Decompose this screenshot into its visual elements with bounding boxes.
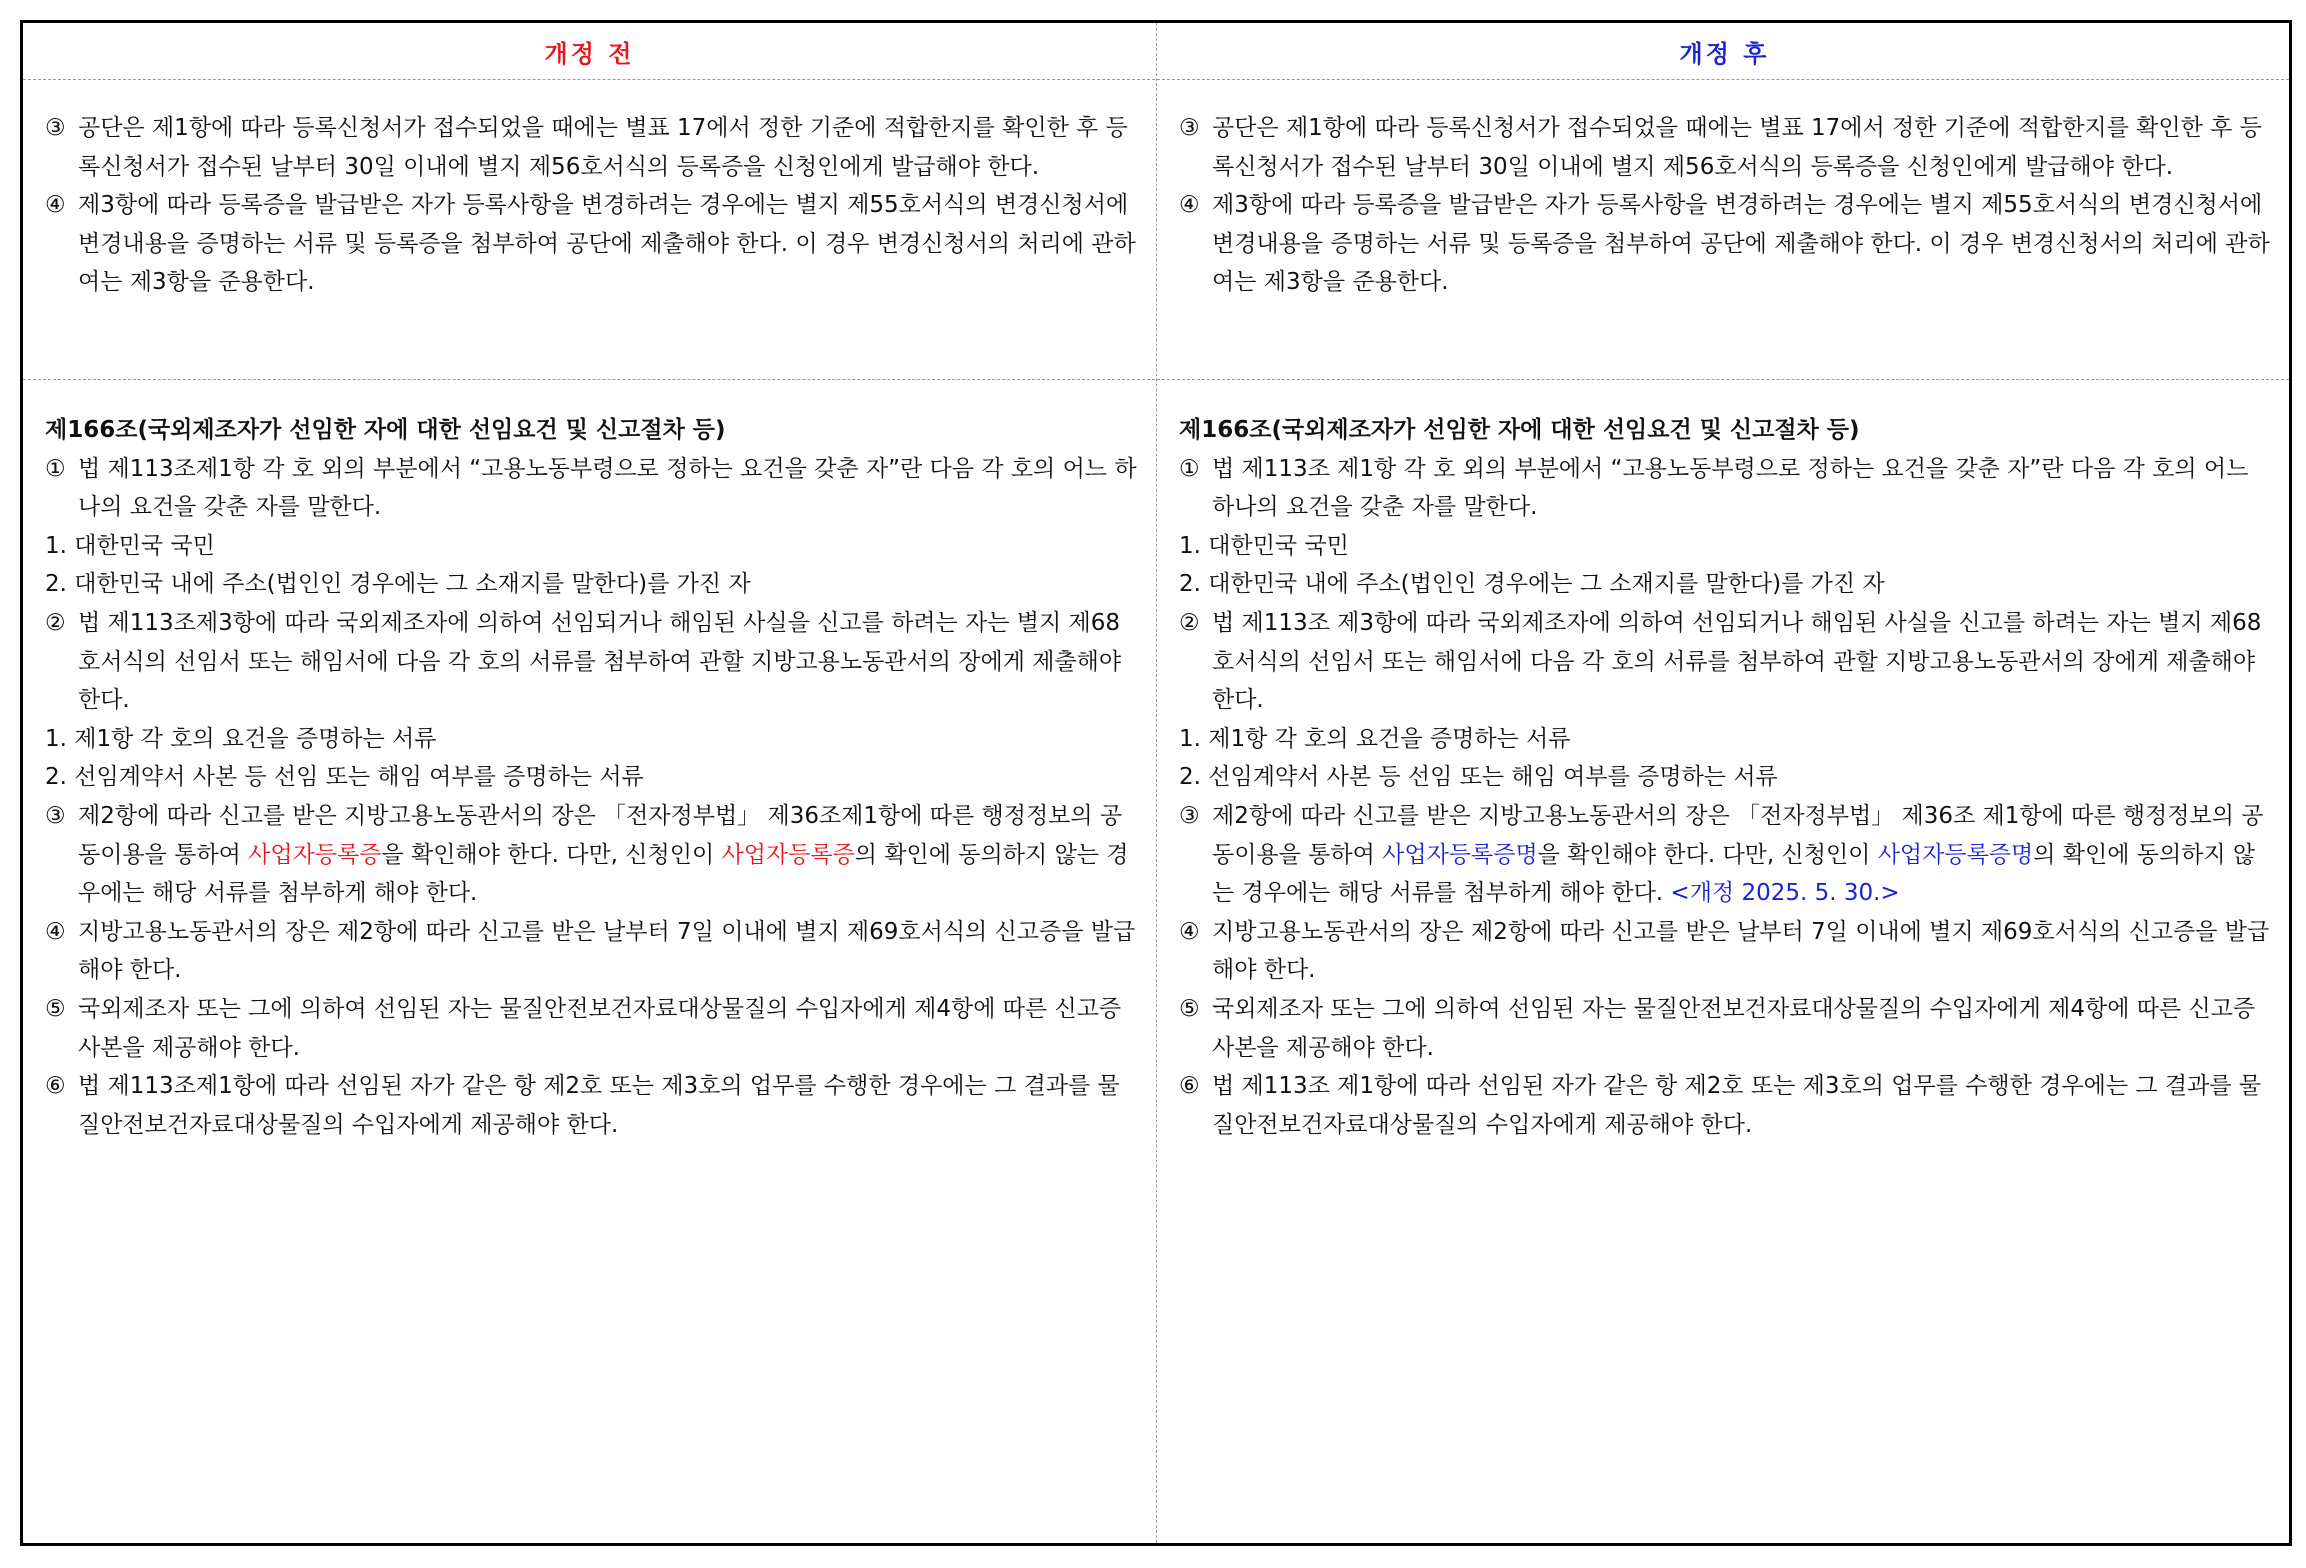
paragraph-5 — [1179, 990, 2274, 1067]
amendment-note: <개정 2025. 5. 30.> — [1670, 880, 1900, 907]
list-item: 1. 대한민국 국민 — [1179, 532, 1349, 559]
paragraph-number: ⑤ — [45, 995, 66, 1022]
paragraph-number: ③ — [45, 115, 66, 141]
before-top-cell — [23, 109, 1156, 302]
list-item: 1. 대한민국 국민 — [45, 532, 215, 559]
paragraph-6 — [1179, 1067, 2274, 1144]
list-item: 2. 대한민국 내에 주소(법인인 경우에는 그 소재지를 말한다)를 가진 자 — [45, 571, 751, 598]
paragraph-number: ③ — [1179, 115, 1200, 141]
paragraph-4 — [1179, 186, 2274, 302]
list-item: 2. 선임계약서 사본 등 선임 또는 해임 여부를 증명하는 서류 — [45, 764, 644, 791]
paragraph-text: 법 제113조 제3항에 따라 국외제조자에 의하여 선임되거나 해임된 사실을 신고를 하려는 자는 별지 제68호서식의 선임서 또는 해임서에 다음 각 호의 서류를 첨부하여 관할 지방고용노동관서의 장에게 제출해야 한다. — [1212, 609, 2262, 714]
paragraph-text: 지방고용노동관서의 장은 제2항에 따라 신고를 받은 날부터 7일 이내에 별지 제69호서식의 신고증을 발급해야 한다. — [1212, 918, 2270, 984]
paragraph-text: 법 제113조제1항에 따라 선임된 자가 같은 항 제2호 또는 제3호의 업무를 수행한 경우에는 그 결과를 물질안전보건자료대상물질의 수입자에게 제공해야 한다. — [78, 1073, 1120, 1138]
paragraph-2 — [45, 604, 1138, 720]
paragraph-number: ② — [45, 609, 66, 636]
paragraph-number: ② — [1179, 609, 1200, 636]
column-header-before: 개정 전 — [544, 39, 635, 68]
added-term: 사업자등록증명 — [1877, 841, 2034, 868]
paragraph-3 — [45, 797, 1138, 913]
paragraph-text: 법 제113조 제1항 각 호 외의 부분에서 “고용노동부령으로 정하는 요건을 갖춘 자”란 다음 각 호의 어느 하나의 요건을 갖춘 자를 말한다. — [1212, 455, 2249, 521]
article-title: 제166조(국외제조자가 선임한 자에 대한 선임요건 및 신고절차 등) — [45, 417, 726, 443]
paragraph-4 — [45, 186, 1138, 302]
paragraph-4 — [45, 913, 1138, 990]
paragraph-text: 국외제조자 또는 그에 의하여 선임된 자는 물질안전보건자료대상물질의 수입자에게 제4항에 따른 신고증 사본을 제공해야 한다. — [1212, 995, 2256, 1061]
paragraph-1 — [1179, 450, 2274, 527]
list-item: 2. 대한민국 내에 주소(법인인 경우에는 그 소재지를 말한다)를 가진 자 — [1179, 571, 1885, 598]
paragraph-number: ④ — [45, 918, 66, 945]
after-article-cell — [1157, 411, 2292, 1144]
added-term: 사업자등록증명 — [1382, 841, 1538, 868]
row-divider — [23, 379, 2289, 380]
paragraph-2 — [1179, 604, 2274, 720]
list-item: 1. 제1항 각 호의 요건을 증명하는 서류 — [45, 725, 437, 752]
paragraph-number: ⑥ — [45, 1073, 66, 1100]
paragraph-number: ④ — [1179, 918, 1200, 945]
paragraph-text: 지방고용노동관서의 장은 제2항에 따라 신고를 받은 날부터 7일 이내에 별지 제69호서식의 신고증을 발급해야 한다. — [78, 918, 1136, 984]
paragraph-text: 을 확인해야 한다. 다만, 신청인이 — [381, 841, 722, 868]
header-divider — [23, 79, 2289, 80]
paragraph-5 — [45, 990, 1138, 1067]
paragraph-number: ① — [45, 455, 66, 482]
paragraph-number: ⑤ — [1179, 995, 1200, 1022]
paragraph-3 — [1179, 109, 2274, 186]
paragraph-text: 법 제113조 제1항에 따라 선임된 자가 같은 항 제2호 또는 제3호의 업무를 수행한 경우에는 그 결과를 물질안전보건자료대상물질의 수입자에게 제공해야 한다. — [1212, 1073, 2262, 1138]
paragraph-text: 법 제113조제3항에 따라 국외제조자에 의하여 선임되거나 해임된 사실을 신고를 하려는 자는 별지 제68호서식의 선임서 또는 해임서에 다음 각 호의 서류를 첨부하여 관할 지방고용노동관서의 장에게 제출해야 한다. — [78, 609, 1122, 714]
paragraph-1 — [45, 450, 1138, 527]
article-title: 제166조(국외제조자가 선임한 자에 대한 선임요건 및 신고절차 등) — [1179, 417, 1860, 443]
paragraph-number: ③ — [45, 802, 66, 829]
paragraph-text: 국외제조자 또는 그에 의하여 선임된 자는 물질안전보건자료대상물질의 수입자에게 제4항에 따른 신고증 사본을 제공해야 한다. — [78, 995, 1122, 1061]
paragraph-number: ⑥ — [1179, 1073, 1200, 1100]
paragraph-text: 제2항에 따라 신고를 받은 지방고용노동관서의 장은 「전자정부법」 제36조 제1항에 따른 행정정보의 공동이용을 통하여 — [1212, 802, 2264, 868]
paragraph-text: 제3항에 따라 등록증을 발급받은 자가 등록사항을 변경하려는 경우에는 별지 제55호서식의 변경신청서에 변경내용을 증명하는 서류 및 등록증을 첨부하여 공단에 제출해야 한다. 이 경우 변경신청서의 처리에 관하여는 제3항을 준용한다. — [1212, 192, 2270, 296]
removed-term: 사업자등록증 — [721, 841, 855, 868]
paragraph-6 — [45, 1067, 1138, 1144]
paragraph-number: ④ — [45, 192, 66, 219]
paragraph-text: 의 확인에 동의하지 않는 경우에는 해당 서류를 첨부하게 해야 한다. — [78, 841, 1129, 907]
paragraph-number: ③ — [1179, 802, 1200, 829]
paragraph-text: 공단은 제1항에 따라 등록신청서가 접수되었을 때에는 별표 17에서 정한 기준에 적합한지를 확인한 후 등록신청서가 접수된 날부터 30일 이내에 별지 제56호서식의 등록증을 신청인에게 발급해야 한다. — [78, 115, 1128, 180]
after-top-cell — [1157, 109, 2292, 302]
paragraph-text: 의 확인에 동의하지 않는 경우에는 해당 서류를 첨부하게 해야 한다. — [1212, 841, 2256, 907]
list-item: 2. 선임계약서 사본 등 선임 또는 해임 여부를 증명하는 서류 — [1179, 764, 1778, 791]
paragraph-text: 을 확인해야 한다. 다만, 신청인이 — [1537, 841, 1878, 868]
removed-term: 사업자등록증 — [248, 841, 382, 868]
paragraph-text: 공단은 제1항에 따라 등록신청서가 접수되었을 때에는 별표 17에서 정한 기준에 적합한지를 확인한 후 등록신청서가 접수된 날부터 30일 이내에 별지 제56호서식의 등록증을 신청인에게 발급해야 한다. — [1212, 115, 2262, 180]
column-header-after: 개정 후 — [1679, 39, 1770, 68]
paragraph-number: ① — [1179, 455, 1200, 482]
paragraph-3 — [45, 109, 1138, 186]
paragraph-3 — [1179, 797, 2274, 913]
paragraph-text: 제2항에 따라 신고를 받은 지방고용노동관서의 장은 「전자정부법」 제36조제1항에 따른 행정정보의 공동이용을 통하여 — [78, 802, 1123, 868]
paragraph-text: 제3항에 따라 등록증을 발급받은 자가 등록사항을 변경하려는 경우에는 별지 제55호서식의 변경신청서에 변경내용을 증명하는 서류 및 등록증을 첨부하여 공단에 제출해야 한다. 이 경우 변경신청서의 처리에 관하여는 제3항을 준용한다. — [78, 192, 1136, 296]
list-item: 1. 제1항 각 호의 요건을 증명하는 서류 — [1179, 725, 1571, 752]
paragraph-4 — [1179, 913, 2274, 990]
before-article-cell — [23, 411, 1156, 1144]
comparison-table — [20, 20, 2292, 1546]
paragraph-number: ④ — [1179, 192, 1200, 219]
paragraph-text: 법 제113조제1항 각 호 외의 부분에서 “고용노동부령으로 정하는 요건을 갖춘 자”란 다음 각 호의 어느 하나의 요건을 갖춘 자를 말한다. — [78, 455, 1137, 521]
